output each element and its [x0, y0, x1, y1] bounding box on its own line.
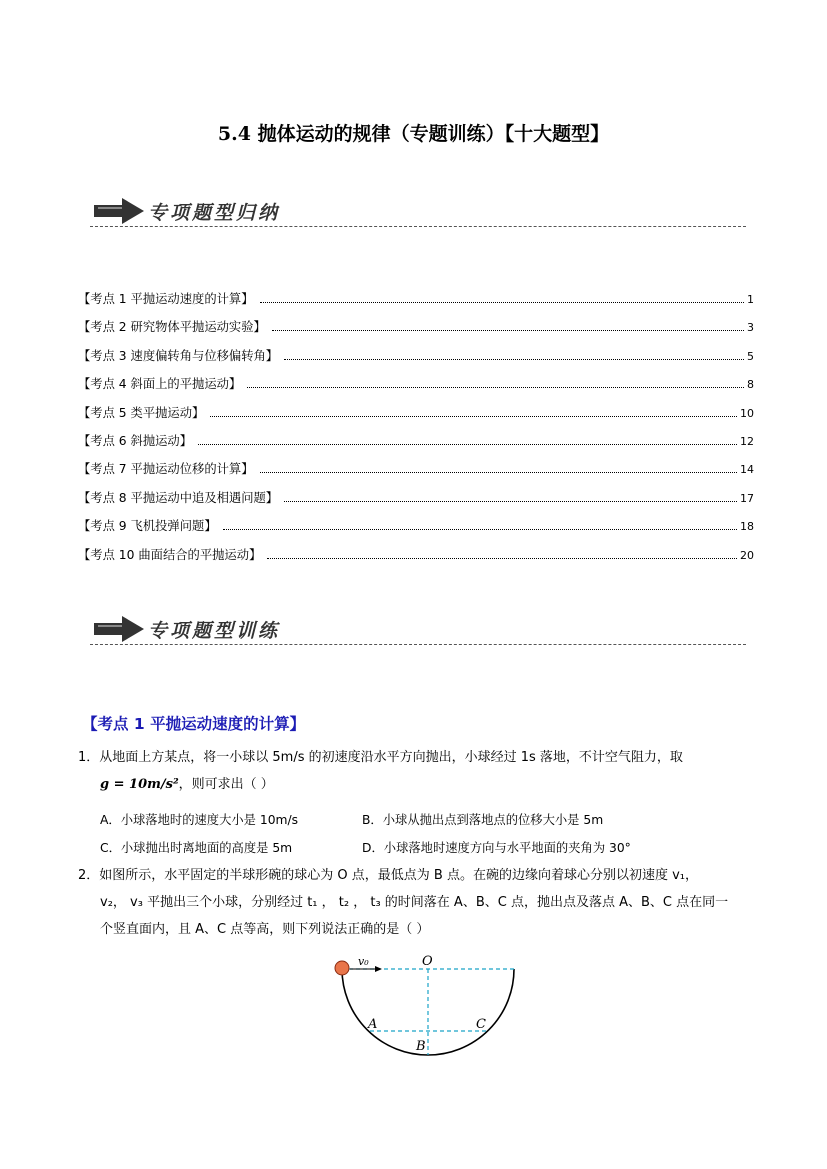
toc-page: 8 — [747, 378, 754, 392]
question-1-stem: 1．从地面上方某点，将一小球以 5m/s 的初速度沿水平方向抛出，小球经过 1s 落地，不计空气阻力，取 — [78, 750, 683, 765]
question-2-line-2: v₂， v₃ 平抛出三个小球，分别经过 t₁ ， t₂ ， t₃ 的时间落在 A、B、C 点，抛出点及落点 A、B、C 点在同一 — [100, 895, 729, 910]
table-of-contents — [78, 289, 754, 573]
arrow-right-icon — [94, 198, 144, 224]
toc-page: 5 — [747, 349, 754, 363]
banner-summary-text: 专项题型归纳 — [148, 202, 281, 224]
toc-page: 3 — [747, 321, 754, 335]
option-b[interactable]: B．小球从抛出点到落地点的位移大小是 5m — [362, 813, 604, 827]
question-2-line-3: 个竖直面内，且 A、C 点等高，则下列说法正确的是（ ） — [100, 922, 430, 937]
toc-label: 【考点 1 平抛运动速度的计算】 — [78, 292, 254, 306]
toc-label: 【考点 2 研究物体平抛运动实验】 — [78, 320, 266, 335]
toc-page: 1 — [747, 293, 754, 306]
question-2 — [78, 862, 758, 943]
toc-label: 【考点 8 平抛运动中追及相遇问题】 — [78, 490, 279, 505]
question-1-stem-end: ，则可求出（ ） — [178, 777, 274, 792]
toc-page: 18 — [740, 520, 754, 534]
label-b: B — [416, 1039, 426, 1054]
option-a[interactable]: A．小球落地时的速度大小是 10m/s — [100, 813, 299, 827]
toc-item[interactable] — [78, 459, 754, 487]
toc-label: 【考点 9 飞机投弹问题】 — [78, 519, 217, 534]
label-v0: v₀ — [358, 955, 369, 968]
divider — [90, 226, 746, 227]
formula-g: g = 10m/s² — [100, 777, 179, 792]
toc-label: 【考点 7 平抛运动位移的计算】 — [78, 462, 254, 477]
option-d[interactable]: D．小球落地时速度方向与水平地面的夹角为 30° — [362, 841, 631, 855]
toc-label: 【考点 3 速度偏转角与位移偏转角】 — [78, 348, 279, 363]
toc-page: 12 — [740, 434, 754, 448]
toc-page: 17 — [740, 491, 754, 505]
toc-page: 14 — [740, 463, 754, 477]
question-1 — [78, 744, 758, 798]
option-c[interactable]: C．小球抛出时离地面的高度是 5m — [100, 841, 293, 855]
toc-label: 【考点 5 类平抛运动】 — [78, 405, 205, 420]
arrowhead-icon — [375, 966, 382, 972]
banner-summary — [90, 196, 750, 230]
toc-page: 10 — [740, 406, 754, 420]
toc-item[interactable] — [78, 317, 754, 345]
ball — [335, 961, 349, 975]
toc-item[interactable] — [78, 289, 754, 317]
toc-item[interactable] — [78, 488, 754, 516]
arrow-right-icon — [94, 616, 144, 642]
toc-label: 【考点 10 曲面结合的平抛运动】 — [78, 547, 262, 562]
toc-label: 【考点 6 斜抛运动】 — [78, 433, 193, 448]
toc-item[interactable] — [78, 516, 754, 544]
label-o: O — [422, 954, 433, 969]
banner-training — [90, 614, 750, 648]
question-2-line-1: 2．如图所示，水平固定的半球形碗的球心为 O 点，最低点为 B 点。在碗的边缘向着球心分别以初速度 v₁， — [78, 868, 698, 883]
toc-item[interactable] — [78, 346, 754, 374]
divider — [90, 644, 746, 645]
label-c: C — [476, 1017, 486, 1032]
bowl-figure — [322, 953, 522, 1059]
label-a: A — [368, 1017, 378, 1032]
page-title: 5.4 抛体运动的规律（专题训练）【十大题型】 — [217, 123, 610, 145]
banner-training-text: 专项题型训练 — [148, 620, 281, 642]
toc-item[interactable] — [78, 545, 754, 573]
section-heading: 【考点 1 平抛运动速度的计算】 — [82, 715, 306, 733]
toc-item[interactable] — [78, 374, 754, 402]
toc-label: 【考点 4 斜面上的平抛运动】 — [78, 377, 242, 392]
toc-page: 20 — [740, 548, 754, 562]
toc-item[interactable] — [78, 431, 754, 459]
toc-item[interactable] — [78, 403, 754, 431]
